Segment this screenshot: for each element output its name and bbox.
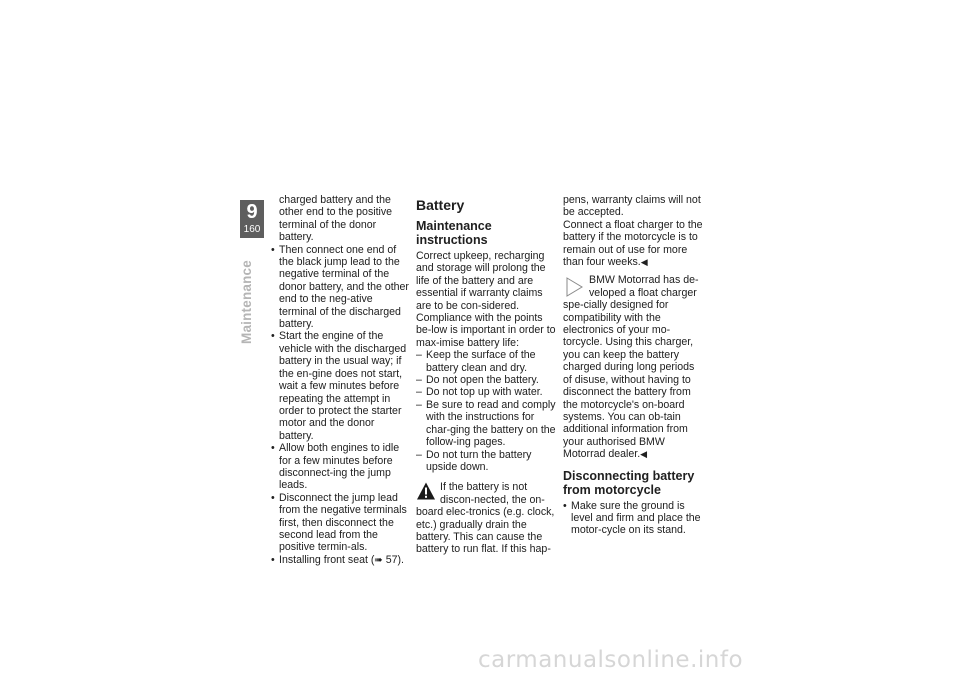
chapter-tab [240, 200, 264, 238]
list-item: – Do not turn the battery upside down. [416, 449, 556, 474]
paragraph: Compliance with the points be-low is important in order to max-imise battery life: [416, 312, 556, 349]
list-item: • Make sure the ground is level and firm and place the motor-cycle on its stand. [563, 500, 703, 537]
column-2 [416, 194, 556, 556]
list-item: – Keep the surface of the battery clean and dry. [416, 349, 556, 374]
info-body: BMW Motorrad has de-veloped a float charger spe-cially designed for compatibility with the electronics of your mo-torcycle. Using this charger, you can keep the battery charged during long periods of disuse, without having to disconnect the battery from the motorcycle's on-board systems. You can ob-tain additional information from your authorised BMW Motorrad dealer. [563, 274, 699, 461]
info-notice [563, 274, 703, 460]
section-heading: Battery [416, 197, 465, 213]
list-item: – Do not top up with water. [416, 386, 556, 398]
subsection-heading: Maintenance instructions [416, 219, 492, 247]
warning-notice [416, 481, 556, 555]
list-item: • Disconnect the jump lead from the negative terminals first, then disconnect the second lead from the positive termin-als. [271, 492, 411, 554]
paragraph-text: Connect a float charger to the battery if the motorcycle is to remain out of use for more than four weeks. [563, 218, 703, 269]
dash-list [416, 349, 556, 473]
list-item: • Then connect one end of the black jump lead to the negative terminal of the donor battery, and the other end to the neg-ative terminal of the discharged battery. [271, 244, 411, 331]
continued-text: pens, warranty claims will not be accepted. [563, 194, 701, 219]
warning-text: If the battery is not discon-nected, the on-board elec-tronics (e.g. clock, etc.) gradually drain the battery. This can cause the battery to run flat. If this hap- [416, 481, 555, 556]
list-item: – Be sure to read and comply with the instructions for char-ging the battery on the follow-ing pages. [416, 399, 556, 449]
chapter-title: Maintenance [239, 260, 254, 344]
list-item: – Do not open the battery. [416, 374, 556, 386]
info-text [563, 274, 703, 460]
continued-bullet-text: charged battery and the other end to the positive terminal of the donor battery. [279, 194, 393, 244]
column-3 [563, 194, 703, 537]
list-item [271, 554, 411, 567]
subsection-heading: Disconnecting battery from motorcycle [563, 468, 695, 497]
chapter-number: 9 [246, 201, 258, 223]
list-item: • Allow both engines to idle for a few minutes before disconnect-ing the jump leads. [271, 442, 411, 492]
reference-arrow-icon: ➠ [374, 554, 383, 566]
list-item: • Start the engine of the vehicle with the discharged battery in the usual way; if the en-gine does not start, wait a few minutes before repeating the attempt in order to protect the starter motor and the donor battery. [271, 330, 411, 442]
info-triangle-icon [563, 276, 585, 298]
paragraph [563, 219, 703, 269]
page-number: 160 [243, 224, 261, 235]
column-1 [271, 194, 411, 567]
end-mark-icon: ◀ [640, 257, 648, 268]
end-mark-icon: ◀ [640, 449, 648, 460]
paragraph: Correct upkeep, recharging and storage will prolong the life of the battery and are essential if warranty claims are to be con-sidered. [416, 250, 546, 312]
reference-page: 57). [382, 553, 404, 566]
bullet-list [271, 244, 411, 568]
bullet-list [563, 500, 703, 537]
cross-reference-text: Installing front seat ( [279, 553, 375, 566]
warning-triangle-icon [416, 481, 436, 501]
watermark: carmanualsonline.info [478, 647, 744, 673]
